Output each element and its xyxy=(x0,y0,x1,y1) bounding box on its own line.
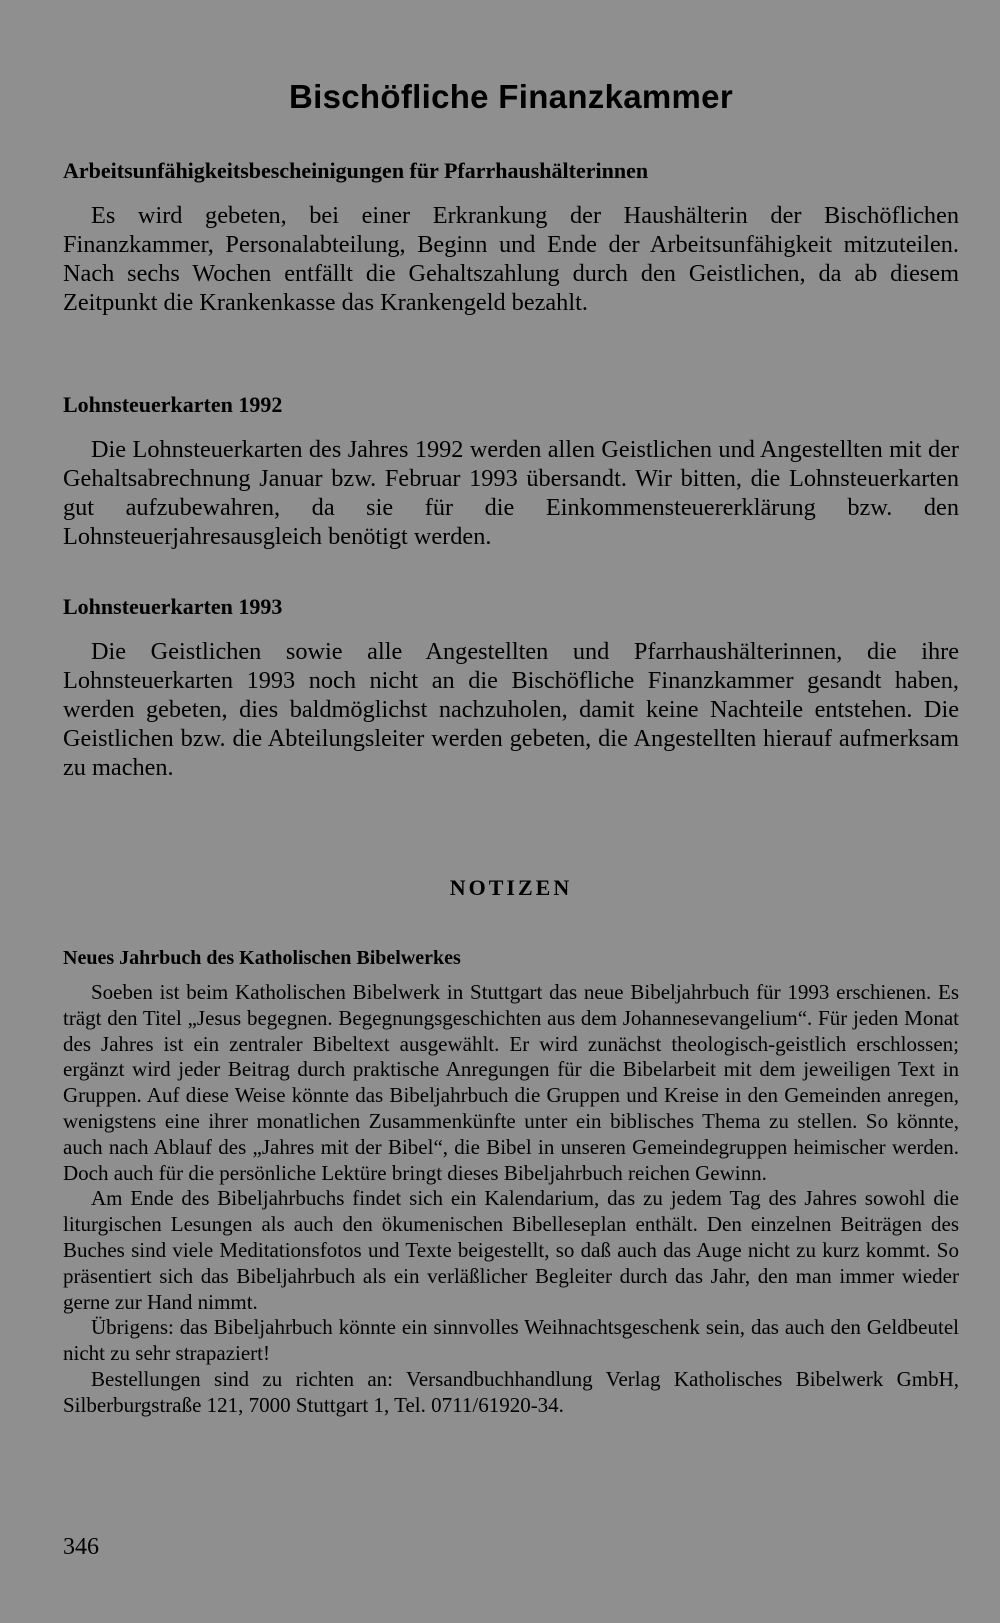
section-heading: Lohnsteuerkarten 1993 xyxy=(63,594,283,619)
section-heading: Arbeitsunfähigkeitsbescheinigungen für Pfarrhaushälterinnen xyxy=(63,158,649,183)
page-title: Bischöfliche Finanzkammer xyxy=(289,78,733,115)
section-arbeitsunfaehigkeit xyxy=(63,158,959,317)
section-paragraph: Am Ende des Bibeljahrbuchs findet sich ein Kalendarium, das zu jedem Tag des Jahres sowohl die liturgischen Lesungen als auch den ökumenischen Bibelleseplan enthält. Den einzelnen Beiträgen des Buches sind viele Meditationsfotos und Texte beigestellt, so daß auch das Auge nicht zu kurz kommt. So präsentiert sich das Bibeljahrbuch als ein verläßlicher Begleiter durch das Jahr, den man immer wieder gerne zur Hand nimmt. xyxy=(63,1186,959,1314)
section-paragraph: Die Geistlichen sowie alle Angestellten und Pfarrhaushälterinnen, die ihre Lohnsteuerkarten 1993 noch nicht an die Bischöfliche Finanzkammer gesandt haben, werden gebeten, dies baldmöglichst nachzuholen, damit keine Nachteile entstehen. Die Geistlichen bzw. die Abteilungsleiter werden gebeten, die Angestellten hierauf aufmerksam zu machen. xyxy=(63,638,959,781)
notizen-heading: NOTIZEN xyxy=(449,875,573,900)
section-paragraph: Übrigens: das Bibeljahrbuch könnte ein sinnvolles Weihnachtsgeschenk sein, das auch den Geldbeutel nicht zu sehr strapaziert! xyxy=(63,1315,959,1366)
section-heading: Neues Jahrbuch des Katholischen Bibelwerkes xyxy=(63,947,461,969)
section-heading: Lohnsteuerkarten 1992 xyxy=(63,392,283,417)
page-number: 346 xyxy=(63,1534,99,1560)
section-lohnsteuerkarten-1992 xyxy=(63,392,959,551)
section-paragraph: Bestellungen sind zu richten an: Versandbuchhandlung Verlag Katholisches Bibelwerk GmbH, Silberburgstraße 121, 7000 Stuttgart 1, Tel. 0711/61920-34. xyxy=(63,1366,959,1417)
section-jahrbuch xyxy=(63,947,959,1419)
section-paragraph: Soeben ist beim Katholischen Bibelwerk in Stuttgart das neue Bibeljahrbuch für 1993 erschienen. Es trägt den Titel „Jesus begegnen. Begegnungsgeschichten aus dem Johannesevangelium“. Für jeden Monat des Jahres ist ein zentraler Bibeltext ausgewählt. Er wird zunächst theologisch-geistlich erschlossen; ergänzt wird jeder Beitrag durch praktische Anregungen für die Bibelarbeit mit dem jeweiligen Text in Gruppen. Auf diese Weise könnte das Bibeljahrbuch die Gruppen und Kreise in den Gemeinden anregen, wenigstens eine ihrer monatlichen Zusammenkünfte unter ein biblisches Thema zu stellen. So könnte, auch nach Ablauf des „Jahres mit der Bibel“, die Bibel in unseren Gemeindegruppen heimischer werden. Doch auch für die persönliche Lektüre bringt dieses Bibeljahrbuch reichen Gewinn. xyxy=(63,980,959,1185)
section-paragraph: Es wird gebeten, bei einer Erkrankung der Haushälterin der Bischöflichen Finanzkammer, Personalabteilung, Beginn und Ende der Arbeitsunfähigkeit mitzuteilen. Nach sechs Wochen entfällt die Gehaltszahlung durch den Geistlichen, da ab diesem Zeitpunkt die Krankenkasse das Krankengeld bezahlt. xyxy=(63,202,959,316)
section-paragraph: Die Lohnsteuerkarten des Jahres 1992 werden allen Geistlichen und Angestellten mit der Gehaltsabrechnung Januar bzw. Februar 1993 übersandt. Wir bitten, die Lohnsteuerkarten gut aufzubewahren, da sie für die Einkommensteuererklärung bzw. den Lohnsteuerjahresausgleich benötigt werden. xyxy=(63,436,959,550)
section-lohnsteuerkarten-1993 xyxy=(63,594,959,782)
